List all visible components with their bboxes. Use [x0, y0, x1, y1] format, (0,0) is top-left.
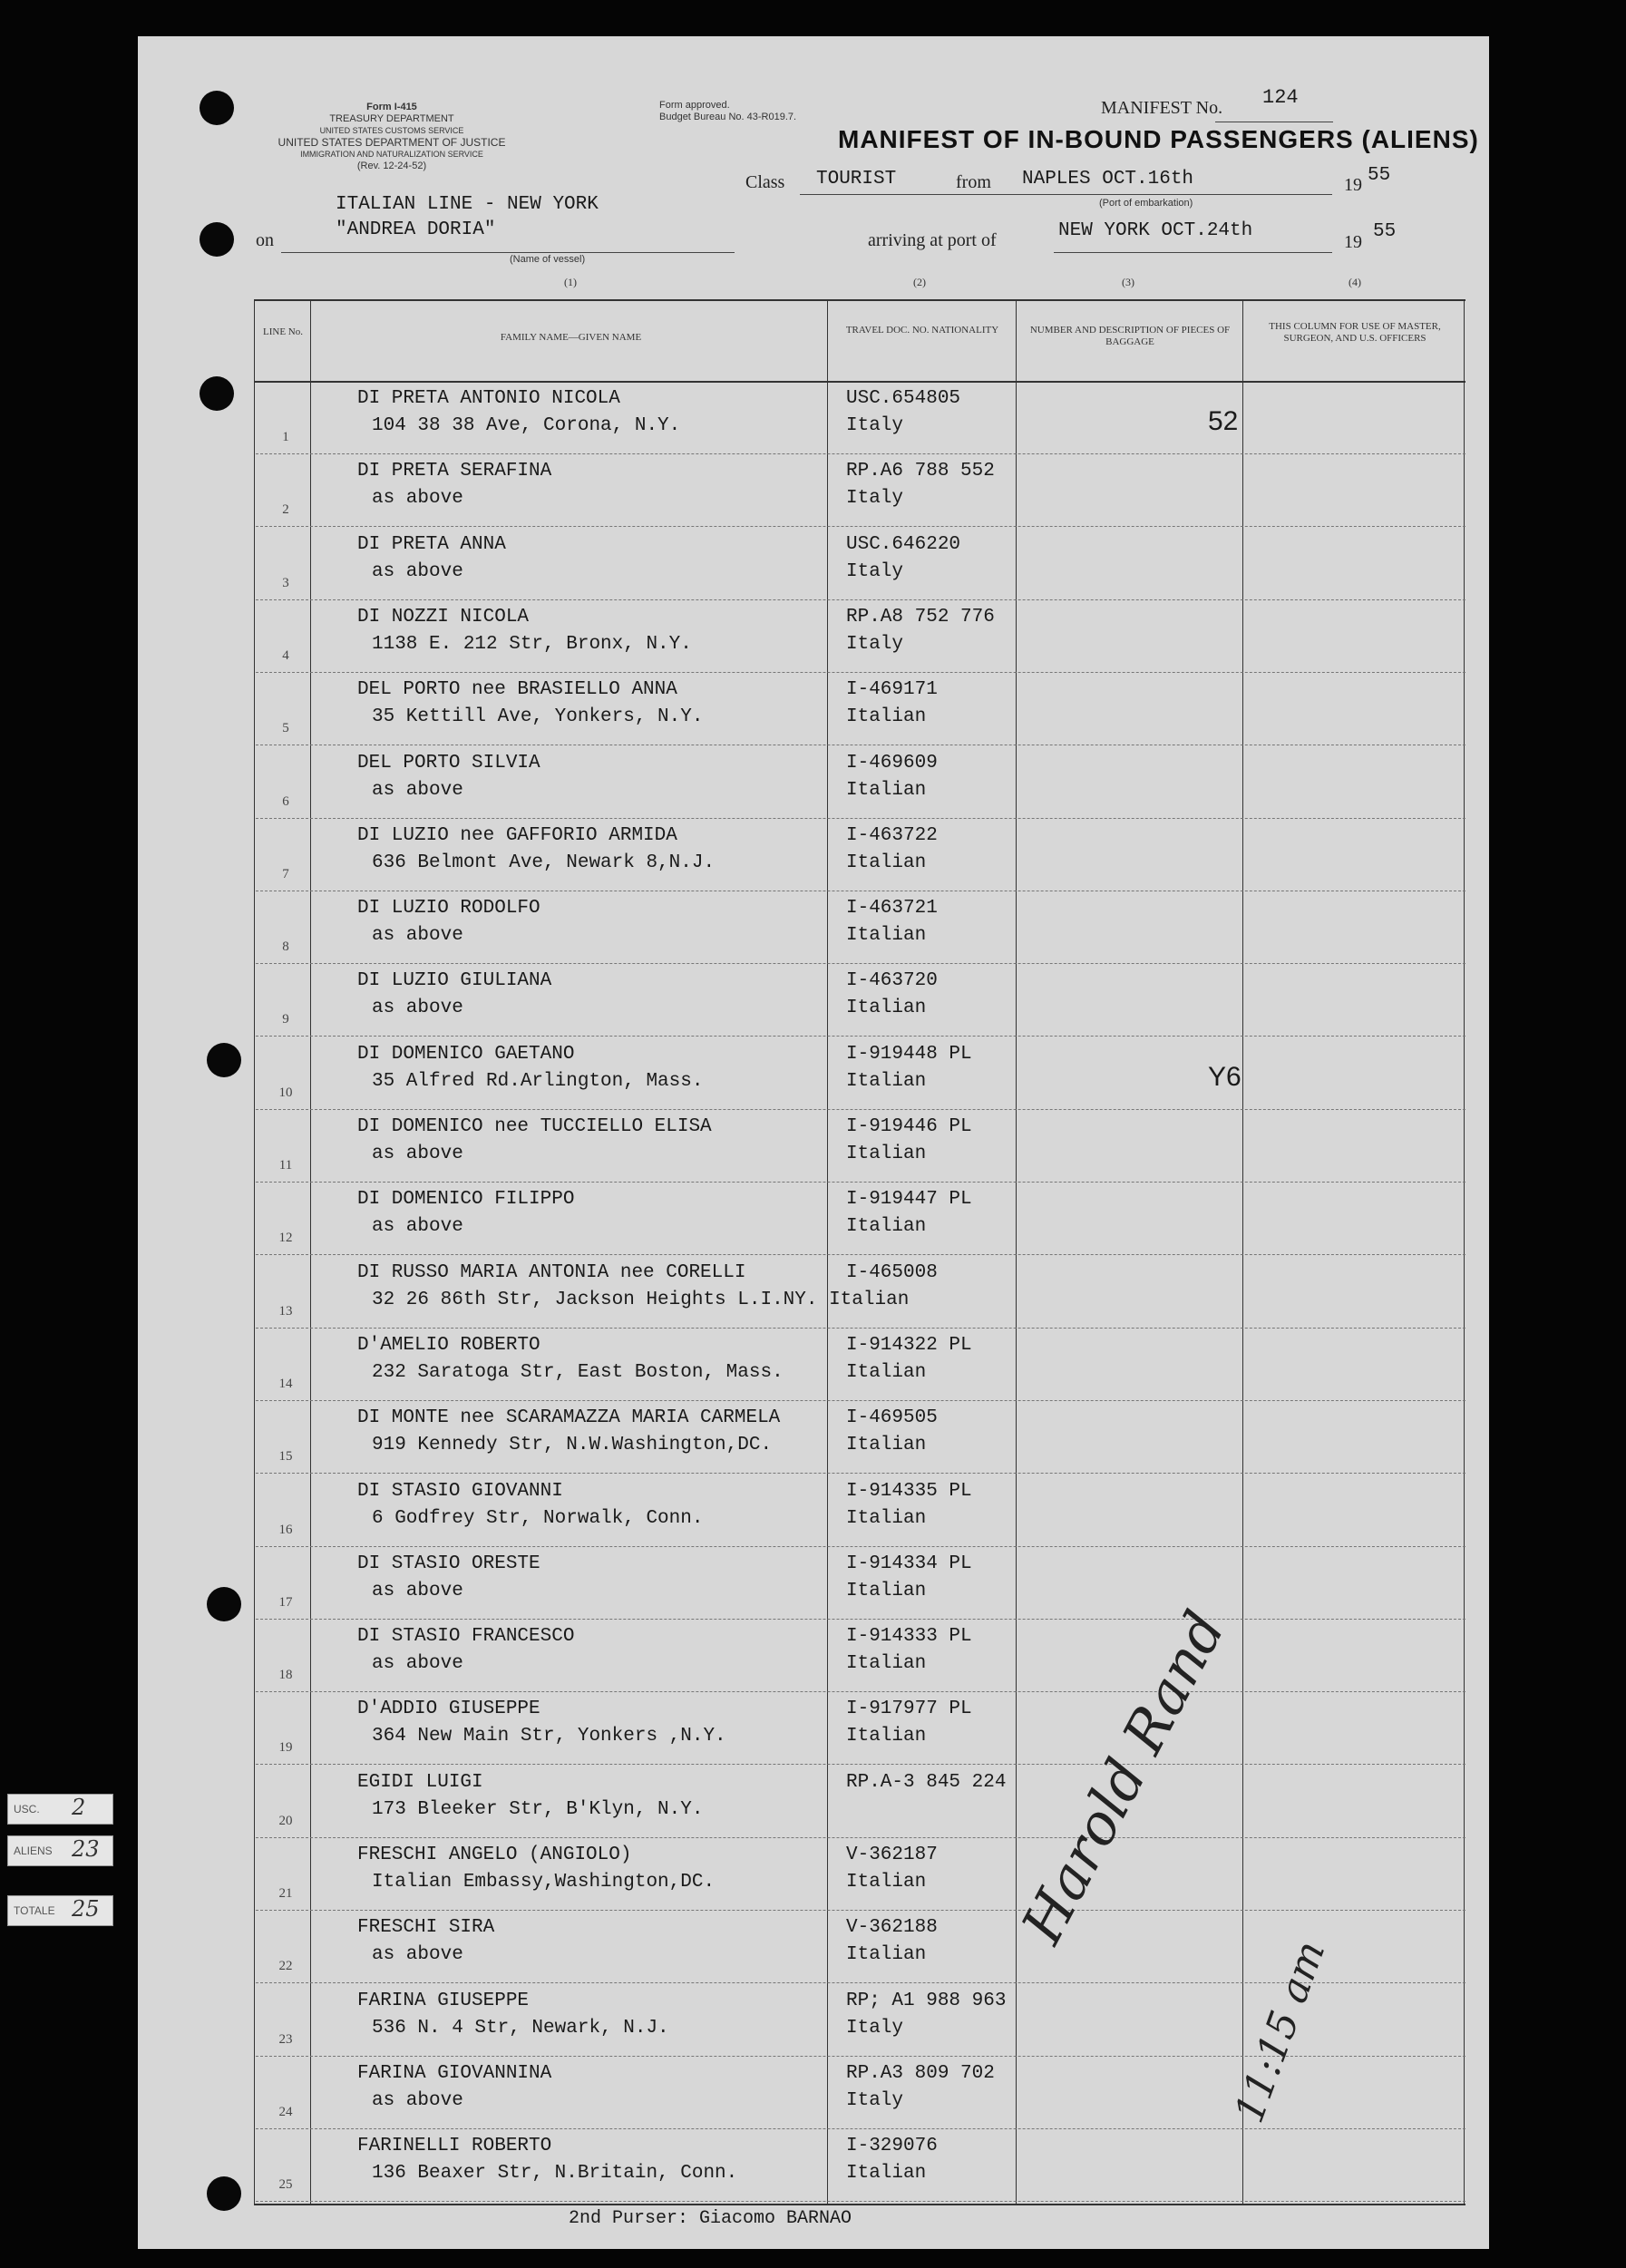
passenger-address: 104 38 38 Ave, Corona, N.Y. [372, 415, 681, 436]
nationality: Italian [846, 1070, 927, 1092]
line-name: ITALIAN LINE - NEW YORK [336, 194, 599, 215]
tally-aliens-value: 23 [72, 1836, 100, 1862]
passenger-name: DI LUZIO GIULIANA [357, 970, 552, 992]
passenger-name: DI PRETA ANNA [357, 533, 506, 555]
tally-aliens [7, 1835, 113, 1866]
travel-doc-number: I-469505 [846, 1407, 938, 1429]
passenger-address: as above [372, 560, 463, 582]
table-row [256, 601, 1465, 673]
binder-hole [200, 222, 234, 257]
form-info [256, 102, 528, 172]
nationality: Italian [846, 1580, 927, 1601]
inspection-time: 11:15 am [1226, 1934, 1335, 2129]
tally-aliens-label: ALIENS [14, 1845, 53, 1857]
nationality: Italian [846, 1726, 927, 1747]
from-year: 55 [1368, 165, 1391, 186]
table-row [256, 747, 1465, 819]
nationality: Italy [846, 488, 904, 510]
travel-doc-number: I-919447 PL [846, 1189, 972, 1211]
table-row [256, 820, 1465, 891]
travel-doc-number: I-463721 [846, 898, 938, 920]
binder-hole [200, 91, 234, 125]
travel-doc-number: RP.A8 752 776 [846, 606, 995, 628]
nationality: Italian [846, 1361, 927, 1383]
travel-doc-number: I-914334 PL [846, 1553, 972, 1574]
passenger-name: DI DOMENICO FILIPPO [357, 1189, 575, 1211]
officer-note: 52 [1208, 406, 1239, 436]
line-number: 7 [282, 866, 289, 881]
passenger-name: D'AMELIO ROBERTO [357, 1334, 540, 1356]
vessel-underline [281, 252, 735, 253]
travel-doc-number: RP; A1 988 963 [846, 1990, 1007, 2011]
line-number: 15 [278, 1449, 293, 1465]
col-number-2: (2) [913, 276, 926, 288]
line-number: 6 [282, 793, 289, 809]
table-row [256, 1257, 1465, 1329]
manifest-sheet [138, 36, 1489, 2249]
ins-label: IMMIGRATION AND NATURALIZATION SERVICE [300, 150, 483, 159]
travel-doc-number: I-469171 [846, 679, 938, 701]
passenger-address: as above [372, 2089, 463, 2111]
table-row [256, 1402, 1465, 1474]
tally-total-value: 25 [72, 1896, 100, 1922]
passenger-address: 35 Kettill Ave, Yonkers, N.Y. [372, 706, 704, 728]
table-row [256, 1693, 1465, 1765]
line-number: 8 [282, 939, 289, 955]
passenger-address: 1138 E. 212 Str, Bronx, N.Y. [372, 633, 692, 655]
nationality: Italian [846, 1507, 927, 1529]
manifest-title: MANIFEST OF IN-BOUND PASSENGERS (ALIENS) [838, 125, 1479, 153]
line-number: 13 [278, 1303, 293, 1319]
passenger-name: DI LUZIO RODOLFO [357, 898, 540, 920]
col-header-line: LINE No. [263, 326, 303, 337]
class-value: TOURIST [816, 169, 897, 190]
table-row [256, 1183, 1465, 1255]
passenger-address: as above [372, 1144, 463, 1164]
col-header-baggage: NUMBER AND DESCRIPTION OF PIECES OF BAGGAGE [1029, 325, 1231, 347]
passenger-name: FARINA GIUSEPPE [357, 1990, 530, 2011]
customs-label: UNITED STATES CUSTOMS SERVICE [319, 126, 464, 135]
line-number: 1 [282, 430, 289, 444]
table-row [256, 1767, 1465, 1838]
tally-total-label: TOTALE [14, 1904, 55, 1917]
travel-doc-number: I-329076 [846, 2136, 938, 2157]
travel-doc-number: I-463722 [846, 824, 938, 846]
nationality: Italy [846, 2089, 904, 2111]
nationality: Italian [846, 1872, 927, 1893]
passenger-name: DEL PORTO SILVIA [357, 752, 540, 774]
col-number-3: (3) [1122, 276, 1134, 288]
passenger-name: FARINA GIOVANNINA [357, 2062, 552, 2084]
table-row [256, 1475, 1465, 1547]
col-number-4: (4) [1349, 276, 1361, 288]
binder-hole [207, 2176, 241, 2211]
passenger-name: DI DOMENICO nee TUCCIELLO ELISA [357, 1116, 712, 1137]
form-number: Form I-415 [366, 102, 417, 112]
budget-bureau: Budget Bureau No. 43-R019.7. [659, 112, 797, 122]
form-approved: Form approved. [659, 100, 730, 111]
passenger-name: DI STASIO GIOVANNI [357, 1480, 563, 1502]
purser-line: 2nd Purser: Giacomo BARNAO [569, 2208, 852, 2229]
line-number: 3 [282, 575, 289, 590]
travel-doc-number: I-914335 PL [846, 1480, 972, 1502]
passenger-name: DI STASIO FRANCESCO [357, 1626, 575, 1648]
nationality: Italy [846, 415, 904, 436]
arrive-year: 55 [1373, 221, 1397, 242]
arriving-label: arriving at port of [868, 230, 997, 250]
travel-doc-number: I-914333 PL [846, 1626, 972, 1648]
binder-hole [207, 1587, 241, 1621]
line-number: 11 [278, 1158, 293, 1173]
line-number: 12 [278, 1231, 293, 1246]
revision-label: (Rev. 12-24-52) [356, 161, 427, 171]
vessel-name: "ANDREA DORIA" [336, 219, 496, 240]
nationality: Italian [846, 852, 927, 873]
col-number-1: (1) [564, 276, 577, 288]
line-number: 18 [278, 1668, 293, 1683]
travel-doc-number: USC.654805 [846, 388, 961, 409]
passenger-name: DI RUSSO MARIA ANTONIA nee CORELLI [357, 1261, 746, 1283]
passenger-address: 636 Belmont Ave, Newark 8,N.J. [372, 852, 716, 873]
passenger-name: D'ADDIO GIUSEPPE [357, 1699, 540, 1720]
passenger-address: as above [372, 1653, 463, 1675]
embarkation-note: (Port of embarkation) [1099, 198, 1193, 209]
from-value: NAPLES OCT.16th [1022, 169, 1194, 190]
line-number: 5 [282, 721, 289, 736]
passenger-address: 35 Alfred Rd.Arlington, Mass. [372, 1070, 704, 1092]
passenger-name: DEL PORTO nee BRASIELLO ANNA [357, 679, 677, 701]
passenger-name: FRESCHI SIRA [357, 1917, 495, 1939]
line-number: 16 [278, 1522, 293, 1537]
travel-doc-number: USC.646220 [846, 533, 961, 555]
line-number: 22 [278, 1959, 293, 1974]
line-number: 4 [282, 647, 289, 663]
class-label: Class [745, 172, 785, 192]
on-label: on [256, 230, 274, 250]
nationality: Italian [846, 925, 927, 947]
from-year-prefix: 19 [1344, 175, 1362, 195]
binder-hole [200, 376, 234, 411]
passenger-address: as above [372, 925, 463, 947]
passenger-name: DI STASIO ORESTE [357, 1553, 540, 1574]
travel-doc-number: I-465008 [846, 1261, 938, 1283]
passenger-name: DI LUZIO nee GAFFORIO ARMIDA [357, 824, 677, 846]
travel-doc-number: I-919448 PL [846, 1043, 972, 1065]
table-row [256, 1038, 1465, 1110]
arrive-year-prefix: 19 [1344, 232, 1362, 252]
passenger-name: FARINELLI ROBERTO [357, 2136, 552, 2157]
table-row [256, 1548, 1465, 1620]
travel-doc-number: RP.A-3 845 224 [846, 1771, 1007, 1793]
nationality: Italian [846, 1435, 927, 1456]
manifest-number: 124 [1262, 86, 1299, 109]
line-number: 21 [278, 1886, 293, 1901]
col-header-officers: THIS COLUMN FOR USE OF MASTER, SURGEON, AND U.S. OFFICERS [1269, 321, 1441, 344]
table-row [256, 1111, 1465, 1183]
passenger-address: as above [372, 1944, 463, 1966]
justice-label: UNITED STATES DEPARTMENT OF JUSTICE [277, 136, 506, 149]
passenger-address: 536 N. 4 Str, Newark, N.J. [372, 2017, 669, 2039]
treasury-label: TREASURY DEPARTMENT [329, 113, 454, 124]
table-left-border [254, 299, 255, 2204]
table-row [256, 1839, 1465, 1911]
from-underline [1004, 194, 1332, 195]
passenger-address: 364 New Main Str, Yonkers ,N.Y. [372, 1726, 726, 1747]
col-header-doc: TRAVEL DOC. NO. NATIONALITY [845, 325, 999, 336]
line-number: 14 [278, 1376, 293, 1391]
nationality: Italian [846, 1944, 927, 1966]
travel-doc-number: V-362187 [846, 1845, 938, 1865]
table-row [256, 1329, 1465, 1401]
line-number: 17 [278, 1594, 293, 1610]
passenger-address: as above [372, 488, 463, 510]
passenger-address: as above [372, 1216, 463, 1238]
officer-note: Y6 [1208, 1061, 1241, 1092]
passenger-name: FRESCHI ANGELO (ANGIOLO) [357, 1845, 632, 1865]
arriving-underline [1054, 252, 1332, 253]
line-number: 10 [278, 1085, 293, 1100]
passenger-address: as above [372, 1580, 463, 1601]
manifest-label: MANIFEST No. [1101, 98, 1223, 118]
table-row [256, 1621, 1465, 1692]
table-row [256, 2130, 1465, 2202]
nationality: Italian [846, 1216, 927, 1238]
nationality: Italy [846, 560, 904, 582]
passenger-address: Italian Embassy,Washington,DC. [372, 1872, 716, 1893]
travel-doc-number: I-469609 [846, 752, 938, 774]
approval-info [659, 100, 796, 123]
vessel-note: (Name of vessel) [510, 254, 586, 265]
travel-doc-number: I-463720 [846, 970, 938, 992]
tally-usc-value: 2 [72, 1795, 86, 1820]
line-number: 24 [278, 2104, 293, 2119]
nationality: Italian [846, 1144, 927, 1164]
passenger-name: DI PRETA ANTONIO NICOLA [357, 388, 620, 409]
line-number: 9 [282, 1012, 289, 1027]
passenger-name: DI PRETA SERAFINA [357, 461, 552, 482]
table-row [256, 529, 1465, 600]
passenger-address: 919 Kennedy Str, N.W.Washington,DC. [372, 1435, 773, 1456]
passenger-name: DI MONTE nee SCARAMAZZA MARIA CARMELA [357, 1407, 781, 1429]
line-number: 2 [282, 502, 289, 518]
passenger-name: DI NOZZI NICOLA [357, 606, 530, 628]
tally-usc [7, 1794, 113, 1825]
nationality: Italian [846, 1653, 927, 1675]
table-top-border [254, 299, 1465, 301]
passenger-address: as above [372, 779, 463, 801]
line-number: 25 [278, 2177, 293, 2193]
passenger-address: 6 Godfrey Str, Norwalk, Conn. [372, 1507, 704, 1529]
nationality: Italian [846, 779, 927, 801]
arriving-value: NEW YORK OCT.24th [1058, 220, 1253, 241]
nationality: Italian [846, 706, 927, 728]
table-row [256, 383, 1465, 454]
passenger-address: 32 26 86th Str, Jackson Heights L.I.NY. Italian [372, 1289, 910, 1310]
table-bottom-border [254, 2204, 1465, 2205]
officer-signature: Harold Rand [1008, 1601, 1239, 1954]
passenger-address: as above [372, 998, 463, 1019]
travel-doc-number: I-917977 PL [846, 1699, 972, 1720]
nationality: Italian [846, 2163, 927, 2185]
nationality: Italy [846, 2017, 904, 2039]
tally-usc-label: USC. [14, 1803, 40, 1815]
table-row [256, 674, 1465, 745]
passenger-address: 136 Beaxer Str, N.Britain, Conn. [372, 2163, 738, 2185]
travel-doc-number: I-919446 PL [846, 1116, 972, 1137]
passenger-name: EGIDI LUIGI [357, 1771, 483, 1793]
table-row [256, 455, 1465, 527]
nationality: Italian [846, 998, 927, 1019]
travel-doc-number: V-362188 [846, 1917, 938, 1939]
passenger-address: 173 Bleeker Str, B'Klyn, N.Y. [372, 1798, 704, 1820]
travel-doc-number: RP.A6 788 552 [846, 461, 995, 482]
passenger-address: 232 Saratoga Str, East Boston, Mass. [372, 1361, 784, 1383]
tally-total [7, 1895, 113, 1926]
travel-doc-number: RP.A3 809 702 [846, 2062, 995, 2084]
nationality: Italy [846, 633, 904, 655]
line-number: 19 [278, 1740, 293, 1756]
binder-hole [207, 1043, 241, 1077]
table-row [256, 965, 1465, 1037]
travel-doc-number: I-914322 PL [846, 1334, 972, 1356]
passenger-name: DI DOMENICO GAETANO [357, 1043, 575, 1065]
col-header-name: FAMILY NAME—GIVEN NAME [500, 332, 642, 343]
table-row [256, 892, 1465, 964]
from-label: from [956, 172, 991, 192]
line-number: 20 [278, 1813, 293, 1828]
line-number: 23 [278, 2031, 293, 2047]
